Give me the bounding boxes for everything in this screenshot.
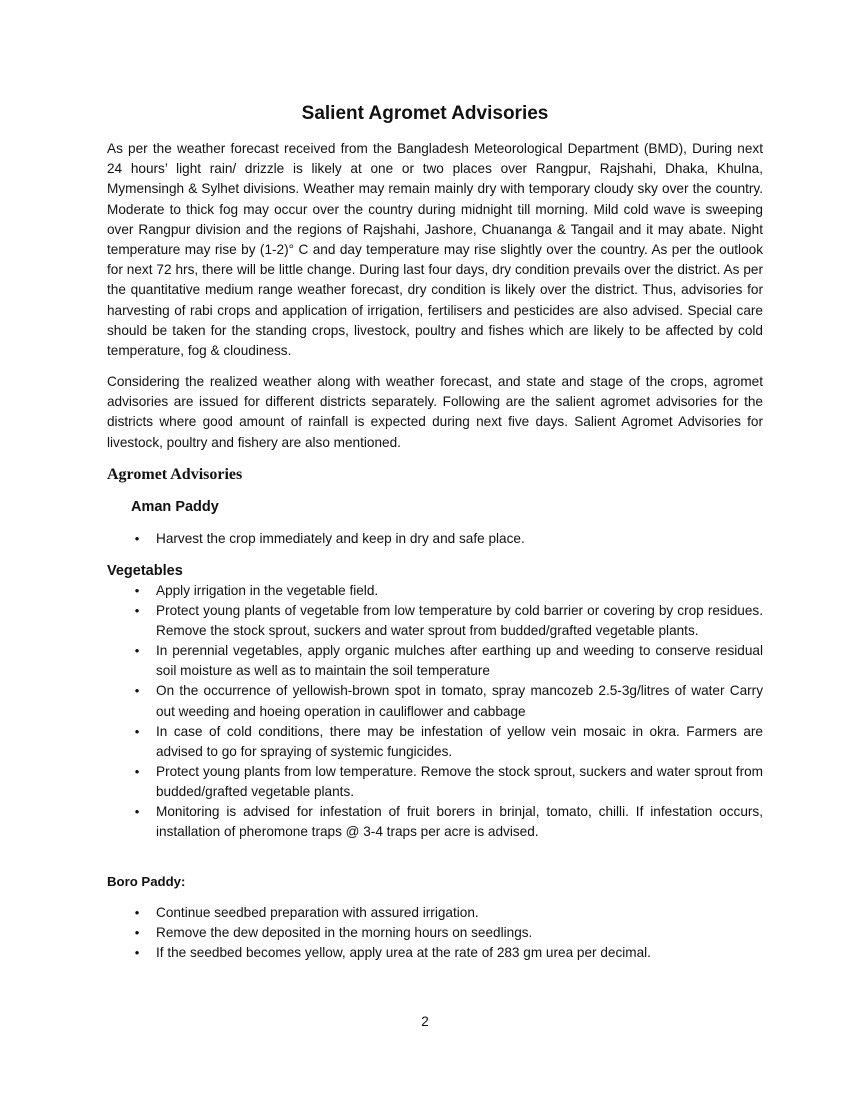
list-item [107, 641, 763, 681]
page-number: 2 [421, 1014, 429, 1029]
list-item-text: In perennial vegetables, apply organic mulches after earthing up and weeding to conserve residual soil moisture as well as to maintain the soil temperature [156, 643, 763, 679]
bullet-icon: • [134, 945, 140, 961]
aman-paddy-heading: Aman Paddy [131, 499, 219, 515]
bullet-icon: • [134, 905, 140, 920]
list-item [107, 529, 763, 549]
bullet-icon: • [134, 603, 140, 619]
bullet-icon: • [134, 583, 140, 598]
list-item-text: Protect young plants of vegetable from low temperature by cold barrier or covering by crop residues. Remove the stock sprout, suckers and water sprout from budded/grafted vegetable plants. [156, 603, 763, 639]
list-item-text: If the seedbed becomes yellow, apply urea at the rate of 283 gm urea per decimal. [156, 945, 651, 961]
list-item-text: In case of cold conditions, there may be infestation of yellow vein mosaic in okra. Farmers are advised to go for spraying of systemic fungicides. [156, 723, 763, 759]
aman-paddy-list [107, 529, 763, 549]
list-item-text: Apply irrigation in the vegetable field. [156, 583, 379, 598]
bullet-icon: • [134, 531, 140, 546]
boro-paddy-heading: Boro Paddy: [107, 874, 186, 889]
bullet-icon: • [134, 804, 140, 820]
list-item [107, 601, 763, 641]
list-item-text: Remove the dew deposited in the morning hours on seedlings. [156, 925, 533, 941]
list-item [107, 581, 763, 601]
list-item [107, 903, 763, 923]
list-item-text: Continue seedbed preparation with assured irrigation. [156, 905, 479, 920]
bullet-icon: • [134, 925, 140, 941]
bullet-icon: • [134, 763, 140, 779]
agromet-advisories-heading: Agromet Advisories [107, 466, 243, 483]
intro-paragraph-weather: As per the weather forecast received from the Bangladesh Meteorological Department (BMD), During next 24 hours’ light rain/ drizzle is likely at one or two places over Rangpur, Rajshahi, Dhaka, Khulna, Mymensingh & Sylhet divisions. Weather may remain mainly dry with temporary cloudy sky over the country. Moderate to thick fog may occur over the country during midnight till morning. Mild cold wave is sweeping over Rangpur division and the regions of Rajshahi, Jashore, Chuananga & Tangail and it may abate. Night temperature may rise by (1-2)° C and day temperature may rise slightly over the country. As per the outlook for next 72 hrs, there will be little change. During last four days, dry condition prevails over the district. As per the quantitative medium range weather forecast, dry condition is likely over the district. Thus, advisories for harvesting of rabi crops and application of irrigation, fertilisers and pesticides are also advised. Special care should be taken for the standing crops, livestock, poultry and fishes which are likely to be affected by cold temperature, fog & cloudiness. [107, 141, 763, 359]
list-item [107, 943, 763, 963]
vegetables-list [107, 581, 763, 842]
page-title: Salient Agromet Advisories [301, 103, 549, 124]
boro-paddy-list [107, 903, 763, 963]
bullet-icon: • [134, 683, 140, 699]
list-item [107, 802, 763, 842]
list-item-text: Protect young plants from low temperature. Remove the stock sprout, suckers and water sprout from budded/grafted vegetable plants. [156, 763, 763, 799]
list-item [107, 762, 763, 802]
bullet-icon: • [134, 723, 140, 739]
vegetables-heading: Vegetables [107, 563, 183, 579]
bullet-icon: • [134, 643, 140, 659]
list-item-text: On the occurrence of yellowish-brown spot in tomato, spray mancozeb 2.5-3g/litres of water Carry out weeding and hoeing operation in cauliflower and cabbage [156, 683, 763, 719]
list-item [107, 681, 763, 721]
list-item [107, 923, 763, 943]
list-item-text: Harvest the crop immediately and keep in dry and safe place. [156, 531, 525, 546]
list-item [107, 722, 763, 762]
list-item-text: Monitoring is advised for infestation of fruit borers in brinjal, tomato, chilli. If infestation occurs, installation of pheromone traps @ 3-4 traps per acre is advised. [156, 804, 763, 840]
intro-paragraph-advisories: Considering the realized weather along with weather forecast, and state and stage of the crops, agromet advisories are issued for different districts separately. Following are the salient agromet advisories for the districts where good amount of rainfall is expected during next five days. Salient Agromet Advisories for livestock, poultry and fishery are also mentioned. [107, 374, 763, 450]
